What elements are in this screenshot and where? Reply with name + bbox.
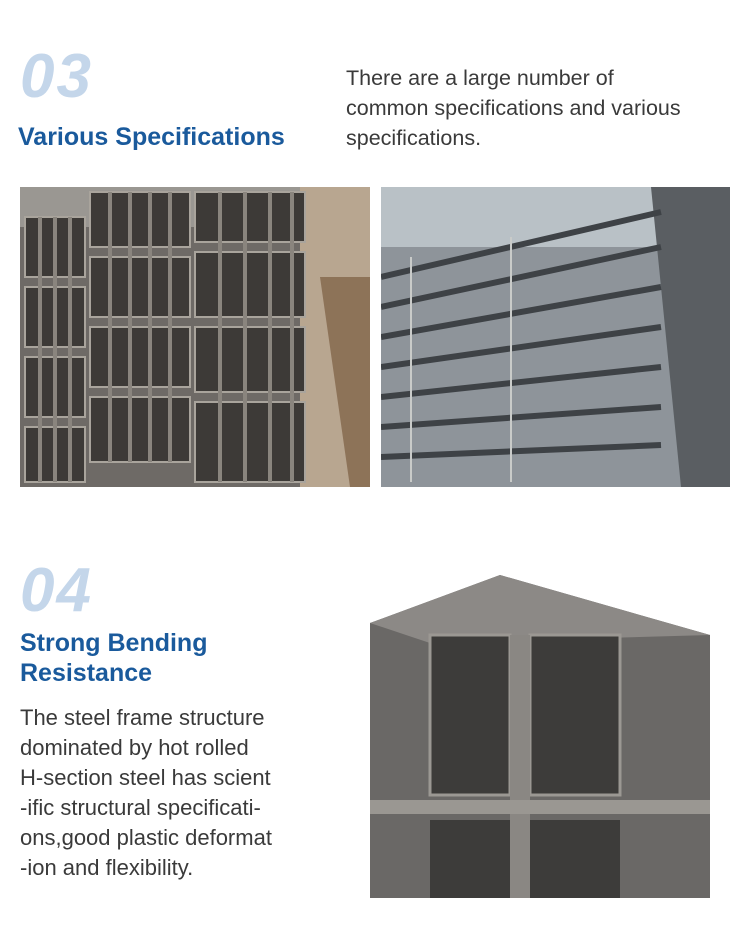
section-description-specifications: There are a large number of common specifications and various specifications.	[346, 66, 681, 150]
section-number-04: 04	[20, 556, 93, 625]
section-description-bending-resistance: The steel frame structure dominated by hot rolled H-section steel has scient -ific structural specificati- ons,good plastic deformat -ion and flexibility.	[20, 705, 272, 880]
section-heading-strong-bending-resistance: Strong Bending Resistance	[20, 629, 208, 687]
stacked-h-beams-photo	[20, 187, 370, 487]
section-number-03: 03	[20, 42, 93, 111]
h-beam-cross-section-photo	[370, 575, 710, 898]
section-heading-various-specifications: Various Specifications	[18, 123, 285, 151]
long-h-beams-stack-photo	[381, 187, 730, 487]
